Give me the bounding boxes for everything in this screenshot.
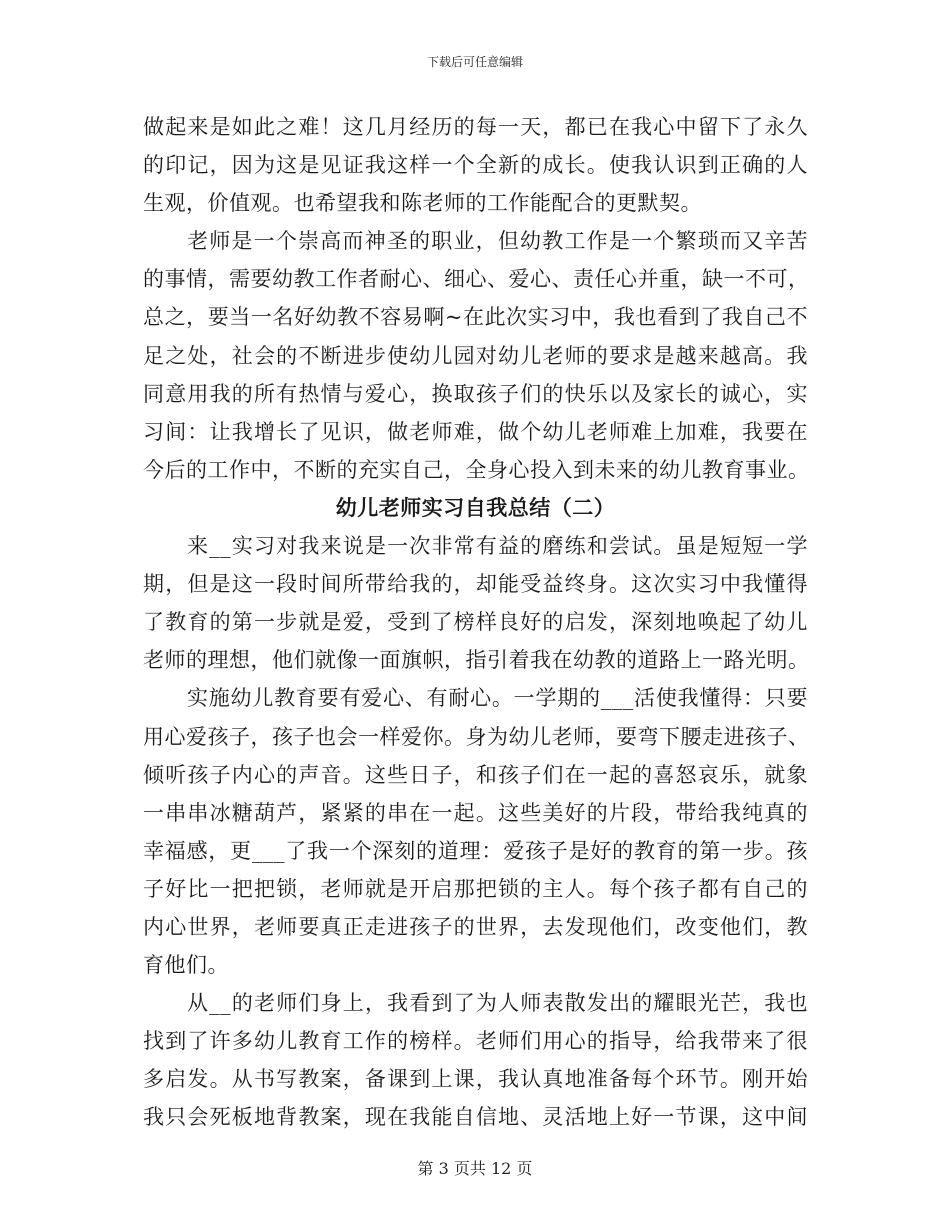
page-footer: 第 3 页共 12 页	[417, 1159, 533, 1178]
paragraph-line: 做起来是如此之难！这几月经历的每一天，都已在我心中留下了永久	[143, 115, 808, 139]
paragraph-line: 足之处，社会的不断进步使幼儿园对幼儿老师的要求是越来越高。我	[143, 343, 808, 368]
paragraph-line: 用心爱孩子，孩子也会一样爱你。身为幼儿老师，要弯下腰走进孩子、	[143, 724, 810, 749]
paragraph-line: 期，但是这一段时间所带给我的，却能受益终身。这次实习中我懂得	[143, 572, 808, 597]
paragraph-line: 内心世界，老师要真正走进孩子的世界，去发现他们，改变他们，教	[143, 914, 808, 939]
paragraph-line: 来__实习对我来说是一次非常有益的磨练和尝试。虽是短短一学	[187, 534, 808, 559]
paragraph-line: 同意用我的所有热情与爱心，换取孩子们的快乐以及家长的诚心，实	[143, 381, 808, 406]
paragraph-line: 的事情，需要幼教工作者耐心、细心、爱心、责任心并重，缺一不可，	[143, 267, 810, 292]
paragraph-line: 育他们。	[143, 953, 229, 978]
paragraph-line: 今后的工作中，不断的充实自己，全身心投入到未来的幼儿教育事业。	[143, 457, 810, 482]
document-body	[143, 108, 808, 1137]
paragraph-line: 我只会死板地背教案，现在我能自信地、灵活地上好一节课，这中间	[143, 1105, 808, 1130]
paragraph-line: 总之，要当一名好幼教不容易啊~在此次实习中，我也看到了我自己不	[143, 305, 808, 330]
paragraph-line: 多启发。从书写教案，备课到上课，我认真地准备每个环节。刚开始	[143, 1067, 808, 1092]
page-header: 下载后可任意编辑	[426, 55, 523, 69]
section-title: 幼儿老师实习自我总结（二）	[335, 494, 616, 520]
paragraph-line: 了教育的第一步就是爱，受到了榜样良好的启发，深刻地唤起了幼儿	[143, 610, 808, 635]
paragraph-line: 老师的理想，他们就像一面旗帜，指引着我在幼教的道路上一路光明。	[143, 648, 810, 673]
paragraph-line: 一串串冰糖葫芦，紧紧的串在一起。这些美好的片段，带给我纯真的	[143, 800, 808, 825]
paragraph-line: 找到了许多幼儿教育工作的榜样。老师们用心的指导，给我带来了很	[143, 1029, 808, 1054]
paragraph-line: 的印记，因为这是见证我这样一个全新的成长。使我认识到正确的人	[143, 153, 808, 178]
paragraph-line: 子好比一把把锁，老师就是开启那把锁的主人。每个孩子都有自己的	[143, 876, 808, 901]
paragraph-line: 实施幼儿教育要有爱心、有耐心。一学期的___活使我懂得：只要	[187, 686, 808, 711]
paragraph-line: 生观，价值观。也希望我和陈老师的工作能配合的更默契。	[143, 191, 702, 216]
paragraph-line: 倾听孩子内心的声音。这些日子，和孩子们在一起的喜怒哀乐，就象	[143, 762, 808, 787]
paragraph-line: 从__的老师们身上，我看到了为人师表散发出的耀眼光芒，我也	[187, 991, 808, 1016]
paragraph-line: 老师是一个崇高而神圣的职业，但幼教工作是一个繁琐而又辛苦	[187, 229, 808, 254]
paragraph-line: 幸福感，更___了我一个深刻的道理：爱孩子是好的教育的第一步。孩	[143, 838, 808, 863]
paragraph-line: 习间：让我增长了见识，做老师难，做个幼儿老师难上加难，我要在	[143, 419, 808, 444]
